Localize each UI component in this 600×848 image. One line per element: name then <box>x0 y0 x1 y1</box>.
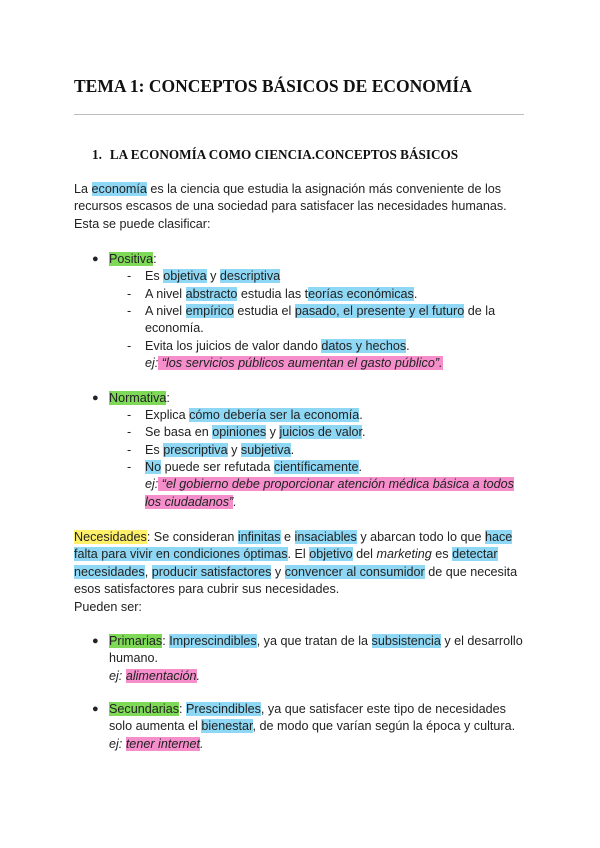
dash-icon: - <box>127 408 132 422</box>
dash-icon: - <box>127 339 132 353</box>
section-heading <box>92 147 458 163</box>
example-end: . <box>233 494 237 509</box>
text: A nivel <box>145 304 186 318</box>
text: Es <box>145 443 164 457</box>
text: Explica <box>145 408 190 422</box>
text: . El <box>287 547 310 562</box>
dash-icon: - <box>127 304 132 318</box>
pueden-ser: Pueden ser: <box>74 599 142 614</box>
highlight: prescriptiva <box>163 443 228 457</box>
colon: : <box>166 391 170 405</box>
bullet-primarias <box>92 633 532 685</box>
intro-text-2: es la ciencia que estudia la asignación más conveniente de los recursos escasos de una sociedad para satisfacer las necesidades humanas. Esta se puede clasificar: <box>74 182 507 231</box>
normativa-item-3 <box>127 442 527 459</box>
text: , de modo que varían según la época y cultura. <box>252 719 516 734</box>
example-label: ej: <box>145 477 159 492</box>
text: , ya que tratan de la <box>256 634 372 648</box>
example-label: ej: <box>109 668 123 683</box>
highlight: juicios de valor <box>279 425 363 439</box>
text: , ya que satisfacer este tipo de necesidades solo aumenta el <box>109 702 506 734</box>
highlight: producir satisfactores <box>151 564 272 579</box>
title-divider <box>74 114 524 115</box>
label-secundarias: Secundarias <box>109 702 180 716</box>
bullet-positiva <box>92 251 532 268</box>
highlight: Imprescindibles <box>169 634 257 648</box>
text: y <box>206 269 220 283</box>
highlight: científicamente <box>273 460 359 474</box>
highlight: cómo debería ser la economía <box>189 408 360 422</box>
label-normativa: Normativa <box>109 391 167 405</box>
text: y <box>227 443 241 457</box>
text: y abarcan todo lo que <box>356 530 485 544</box>
text: estudia las t <box>237 287 309 301</box>
text: , <box>144 564 152 579</box>
dash-icon: - <box>127 287 132 301</box>
intro-text-1: La <box>74 182 92 196</box>
text: . <box>359 408 363 422</box>
highlight: convencer al consumidor <box>284 564 425 579</box>
highlight: objetivo <box>309 547 353 562</box>
text: y el desarrollo humano. <box>109 634 523 666</box>
bullet-icon: ● <box>92 392 99 404</box>
highlight: hace falta para vivir en condiciones óptimas <box>74 530 513 562</box>
text: . <box>362 425 366 439</box>
bullet-icon: ● <box>92 635 99 647</box>
highlight-economia: economía <box>91 182 147 196</box>
section-title: LA ECONOMÍA COMO CIENCIA.CONCEPTOS BÁSICOS <box>109 147 459 162</box>
highlight: empírico <box>185 304 234 318</box>
text: Es <box>145 269 164 283</box>
highlight: Prescindibles <box>186 702 261 716</box>
highlight: subjetiva <box>240 443 291 457</box>
bullet-icon: ● <box>92 703 99 715</box>
highlight: insaciables <box>294 530 357 544</box>
text: de la economía. <box>145 304 496 336</box>
text: Evita los juicios de valor dando <box>145 339 322 353</box>
text: . <box>290 443 295 457</box>
example-positiva: “los servicios públicos aumentan el gasto público”. <box>158 356 443 371</box>
highlight: abstracto <box>185 287 238 301</box>
highlight: eorías económicas <box>308 287 414 301</box>
example-label: ej: <box>109 736 123 751</box>
text: : <box>162 634 170 648</box>
example-end: . <box>200 736 204 751</box>
text: : <box>179 702 187 716</box>
highlight: objetiva <box>163 269 207 283</box>
dash-icon: - <box>127 460 132 474</box>
bullet-icon: ● <box>92 253 99 265</box>
highlight: bienestar <box>201 719 253 734</box>
italic-marketing: marketing <box>376 547 432 562</box>
text: puede ser refutada <box>161 460 274 474</box>
text: es <box>431 547 453 562</box>
positiva-item-2 <box>127 286 527 303</box>
text: Se basa en <box>145 425 213 439</box>
section-number: 1. <box>92 147 102 162</box>
dash-icon: - <box>127 269 132 283</box>
text: . <box>413 287 418 301</box>
text: del <box>352 547 377 562</box>
text: de que necesita esos satisfactores para cubrir sus necesidades. <box>74 564 518 597</box>
normativa-item-4 <box>127 459 527 511</box>
necesidades-paragraph <box>74 529 530 616</box>
highlight: descriptiva <box>219 269 281 283</box>
label-primarias: Primarias <box>109 634 163 648</box>
highlight: datos y hechos <box>321 339 407 353</box>
example-secundarias: tener internet <box>125 736 201 751</box>
positiva-item-1 <box>127 268 527 285</box>
example-normativa: “el gobierno debe proporcionar atención médica básica a todos los ciudadanos” <box>145 477 514 509</box>
example-end: . <box>196 668 201 683</box>
colon: : <box>153 252 157 266</box>
text: y <box>266 425 280 439</box>
highlight: detectar necesidades <box>74 547 498 579</box>
highlight: subsistencia <box>371 634 441 648</box>
document-title: TEMA 1: CONCEPTOS BÁSICOS DE ECONOMÍA <box>74 76 472 96</box>
dash-icon: - <box>127 443 132 457</box>
text: A nivel <box>145 287 186 301</box>
highlight: pasado, el presente y el futuro <box>294 304 465 318</box>
example-label: ej: <box>145 356 159 371</box>
bullet-secundarias <box>92 701 532 753</box>
text: : Se consideran <box>146 530 238 544</box>
bullet-normativa <box>92 390 532 407</box>
label-necesidades: Necesidades <box>74 530 147 544</box>
normativa-item-1 <box>127 407 527 424</box>
example-primarias: alimentación <box>125 668 197 683</box>
text: . <box>406 339 410 353</box>
label-positiva: Positiva <box>109 252 154 266</box>
intro-paragraph <box>74 181 530 233</box>
positiva-item-4 <box>127 338 527 373</box>
normativa-item-2 <box>127 424 527 441</box>
text: . <box>358 460 363 474</box>
text: estudia el <box>233 304 295 318</box>
text: y <box>271 564 285 579</box>
positiva-item-3 <box>127 303 527 338</box>
highlight: opiniones <box>212 425 267 439</box>
highlight: No <box>145 460 162 474</box>
highlight: infinitas <box>237 530 281 544</box>
text: e <box>280 530 295 544</box>
dash-icon: - <box>127 425 132 439</box>
